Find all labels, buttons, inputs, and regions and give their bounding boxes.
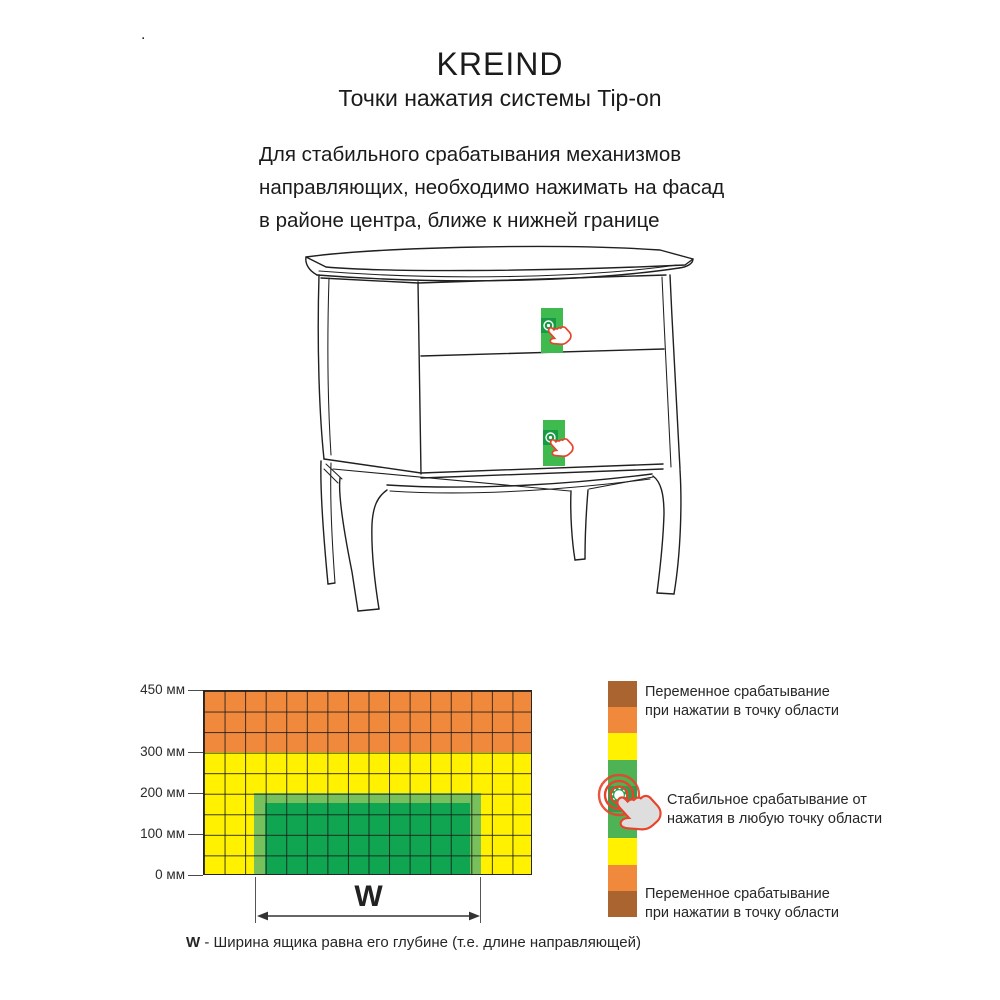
legend-segment-orange: [608, 707, 637, 733]
caption-symbol: W: [186, 934, 201, 951]
legend-item-variable-top: [645, 683, 839, 721]
legend-item-stable: [667, 791, 882, 829]
page-subtitle: Точки нажатия системы Tip-on: [338, 85, 662, 111]
legend-segment-brown: [608, 681, 637, 707]
axis-label-450: 450 мм: [140, 682, 185, 697]
intro-paragraph: [259, 138, 724, 237]
cabinet-legs: [321, 461, 681, 611]
legend-segment-orange: [608, 865, 637, 891]
press-zone-diagram: [0, 660, 1000, 1000]
cabinet-body: [318, 275, 680, 478]
intro-line-1: Для стабильного срабатывания механизмов: [259, 143, 682, 166]
legend-segment-brown: [608, 891, 637, 917]
legend-line: нажатия в любую точку области: [667, 811, 883, 827]
axis-tick: [188, 752, 203, 753]
width-arrow: [256, 909, 481, 923]
legend-item-variable-bottom: [645, 885, 839, 923]
intro-line-3: в районе центра, ближе к нижней границе: [259, 209, 660, 232]
press-zone-bottom-drawer: [543, 420, 575, 466]
axis-tick: [188, 834, 203, 835]
intro-line-2: направляющих, необходимо нажимать на фасад: [259, 176, 725, 199]
grid-lines: [203, 690, 532, 875]
pointer-hand-icon: [607, 783, 665, 841]
legend-line: при нажатии в точку области: [645, 905, 839, 921]
legend-line: Стабильное срабатывание от: [667, 792, 867, 808]
axis-label-0: 0 мм: [155, 867, 185, 882]
legend-line: Переменное срабатывание: [645, 684, 830, 700]
press-zone-top-drawer: [541, 308, 573, 353]
legend-line: при нажатии в точку области: [645, 703, 839, 719]
width-label: W: [354, 880, 383, 913]
press-hand-icon: [574, 750, 670, 846]
diagram-caption: [186, 934, 641, 951]
brand-title: KREIND: [436, 46, 564, 82]
axis-tick: [188, 793, 203, 794]
legend-line: Переменное срабатывание: [645, 886, 830, 902]
nightstand-drawing: [200, 242, 700, 627]
axis-tick: [188, 690, 203, 691]
zone-grid: [203, 690, 532, 875]
axis-label-300: 300 мм: [140, 744, 185, 759]
caption-text: - Ширина ящика равна его глубине (т.е. длине направляющей): [200, 934, 641, 951]
axis-label-100: 100 мм: [140, 826, 185, 841]
axis-label-200: 200 мм: [140, 785, 185, 800]
axis-tick: [188, 875, 203, 876]
stray-dot: .: [141, 26, 146, 43]
